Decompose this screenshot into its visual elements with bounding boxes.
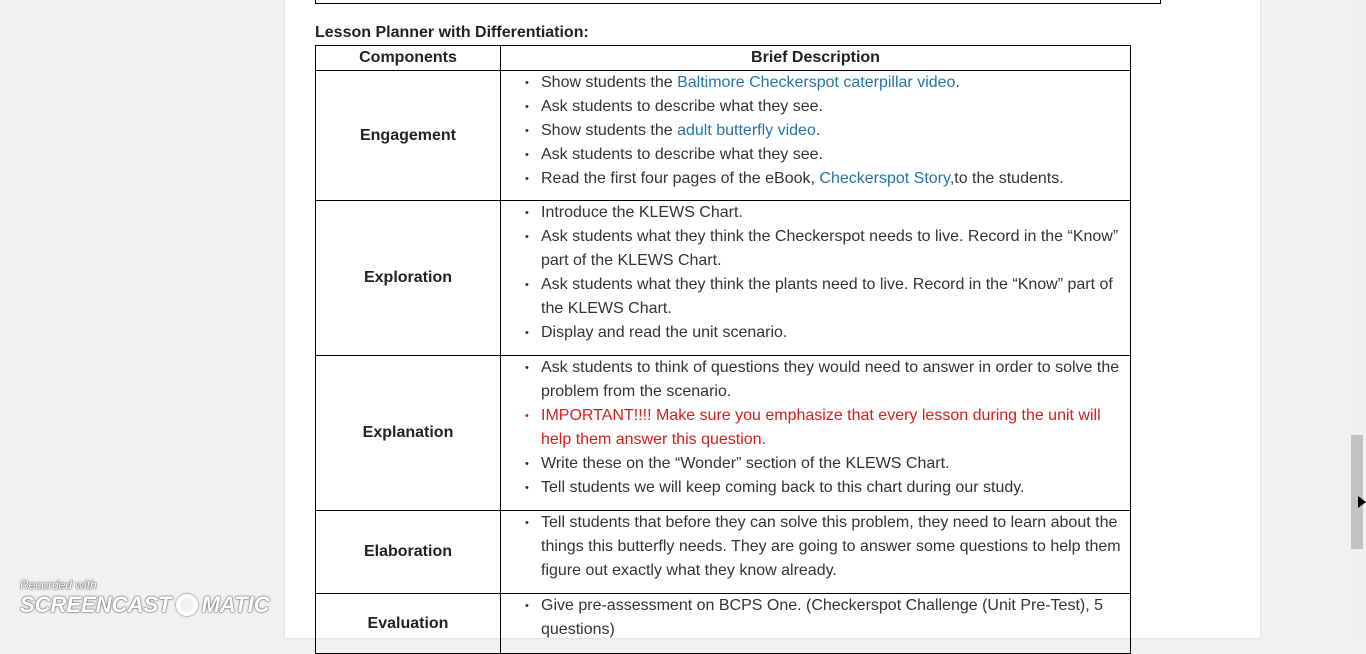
item-text: Write these on the “Wonder” section of the KLEWS Chart. [541, 455, 950, 472]
mouse-cursor-icon [1358, 496, 1366, 508]
bullet-list [501, 71, 1130, 193]
component-cell: Explanation [316, 356, 501, 511]
watermark-brand [20, 592, 270, 618]
item-text: Show students the [541, 74, 678, 91]
item-text: Ask students to describe what they see. [541, 98, 823, 115]
bullet-list [501, 511, 1130, 585]
section-heading: Lesson Planner with Differentiation: [315, 24, 589, 41]
item-text: Ask students to describe what they see. [541, 146, 823, 163]
screencast-watermark [20, 578, 270, 618]
watermark-brand-left: SCREENCAST [20, 592, 172, 617]
bullet-list [501, 201, 1130, 347]
item-text: Ask students what they think the Checkerspot needs to live. Record in the “Know” part of the KLEWS Chart. [541, 228, 1119, 269]
watermark-caption: Recorded with [20, 578, 97, 592]
item-text: . [955, 74, 960, 91]
important-note: IMPORTANT!!!! Make sure you emphasize that every lesson during the unit will help them answer this question. [541, 407, 1101, 448]
video-link[interactable]: adult butterfly video [677, 122, 816, 139]
document-page [285, 0, 1260, 638]
description-cell [501, 511, 1131, 594]
list-item [517, 594, 1124, 642]
table-row-elaboration [316, 511, 1131, 594]
list-item [517, 356, 1124, 404]
list-item [517, 452, 1124, 476]
video-link[interactable]: Checkerspot Story [819, 170, 950, 187]
list-item [517, 321, 1124, 345]
component-cell: Elaboration [316, 511, 501, 594]
list-item [517, 201, 1124, 225]
description-cell [501, 356, 1131, 511]
list-item [517, 404, 1124, 452]
item-text: . [815, 122, 821, 139]
list-item [517, 119, 1124, 143]
video-link[interactable]: Baltimore Checkerspot caterpillar video [677, 74, 956, 91]
item-text: Show students the [541, 122, 678, 139]
header-components: Components [316, 46, 501, 71]
screencast-logo-icon [176, 594, 198, 616]
item-text: Tell students we will keep coming back to this chart during our study. [541, 479, 1025, 496]
table-row-engagement [316, 71, 1131, 201]
list-item [517, 511, 1124, 583]
list-item [517, 167, 1124, 191]
watermark-brand-right: MATIC [201, 592, 270, 617]
item-text: Give pre-assessment on BCPS One. (Checkerspot Challenge (Unit Pre-Test), 5 questions) [541, 597, 1104, 638]
description-cell [501, 201, 1131, 356]
list-item [517, 143, 1124, 167]
item-text: Tell students that before they can solve this problem, they need to learn about the things this butterfly needs. They are going to answer some questions to help them figure out exactly what they know already. [541, 514, 1121, 579]
list-item [517, 71, 1124, 95]
list-item [517, 476, 1124, 500]
item-text: Ask students what they think the plants need to live. Record in the “Know” part of the KLEWS Chart. [541, 276, 1113, 317]
component-cell: Exploration [316, 201, 501, 356]
item-text: ,to the students. [949, 170, 1064, 187]
list-item [517, 273, 1124, 321]
item-text: Introduce the KLEWS Chart. [541, 204, 743, 221]
table-row-explanation [316, 356, 1131, 511]
list-item [517, 95, 1124, 119]
item-text: Display and read the unit scenario. [541, 324, 788, 341]
previous-table-bottom-edge [315, 0, 1161, 4]
description-cell [501, 594, 1131, 654]
component-cell: Engagement [316, 71, 501, 201]
header-brief-description: Brief Description [501, 46, 1131, 71]
description-cell [501, 71, 1131, 201]
table-row-exploration [316, 201, 1131, 356]
bullet-list [501, 356, 1130, 502]
item-text: Ask students to think of questions they would need to answer in order to solve the problem from the scenario. [541, 359, 1120, 400]
component-cell: Evaluation [316, 594, 501, 654]
item-text: Read the first four pages of the eBook, [541, 170, 820, 187]
list-item [517, 225, 1124, 273]
table-row-evaluation [316, 594, 1131, 654]
bullet-list [501, 594, 1130, 644]
lesson-planner-table [315, 45, 1131, 654]
vertical-scrollbar[interactable] [1349, 0, 1366, 638]
scrollbar-thumb[interactable] [1351, 435, 1363, 549]
table-header-row [316, 46, 1131, 71]
